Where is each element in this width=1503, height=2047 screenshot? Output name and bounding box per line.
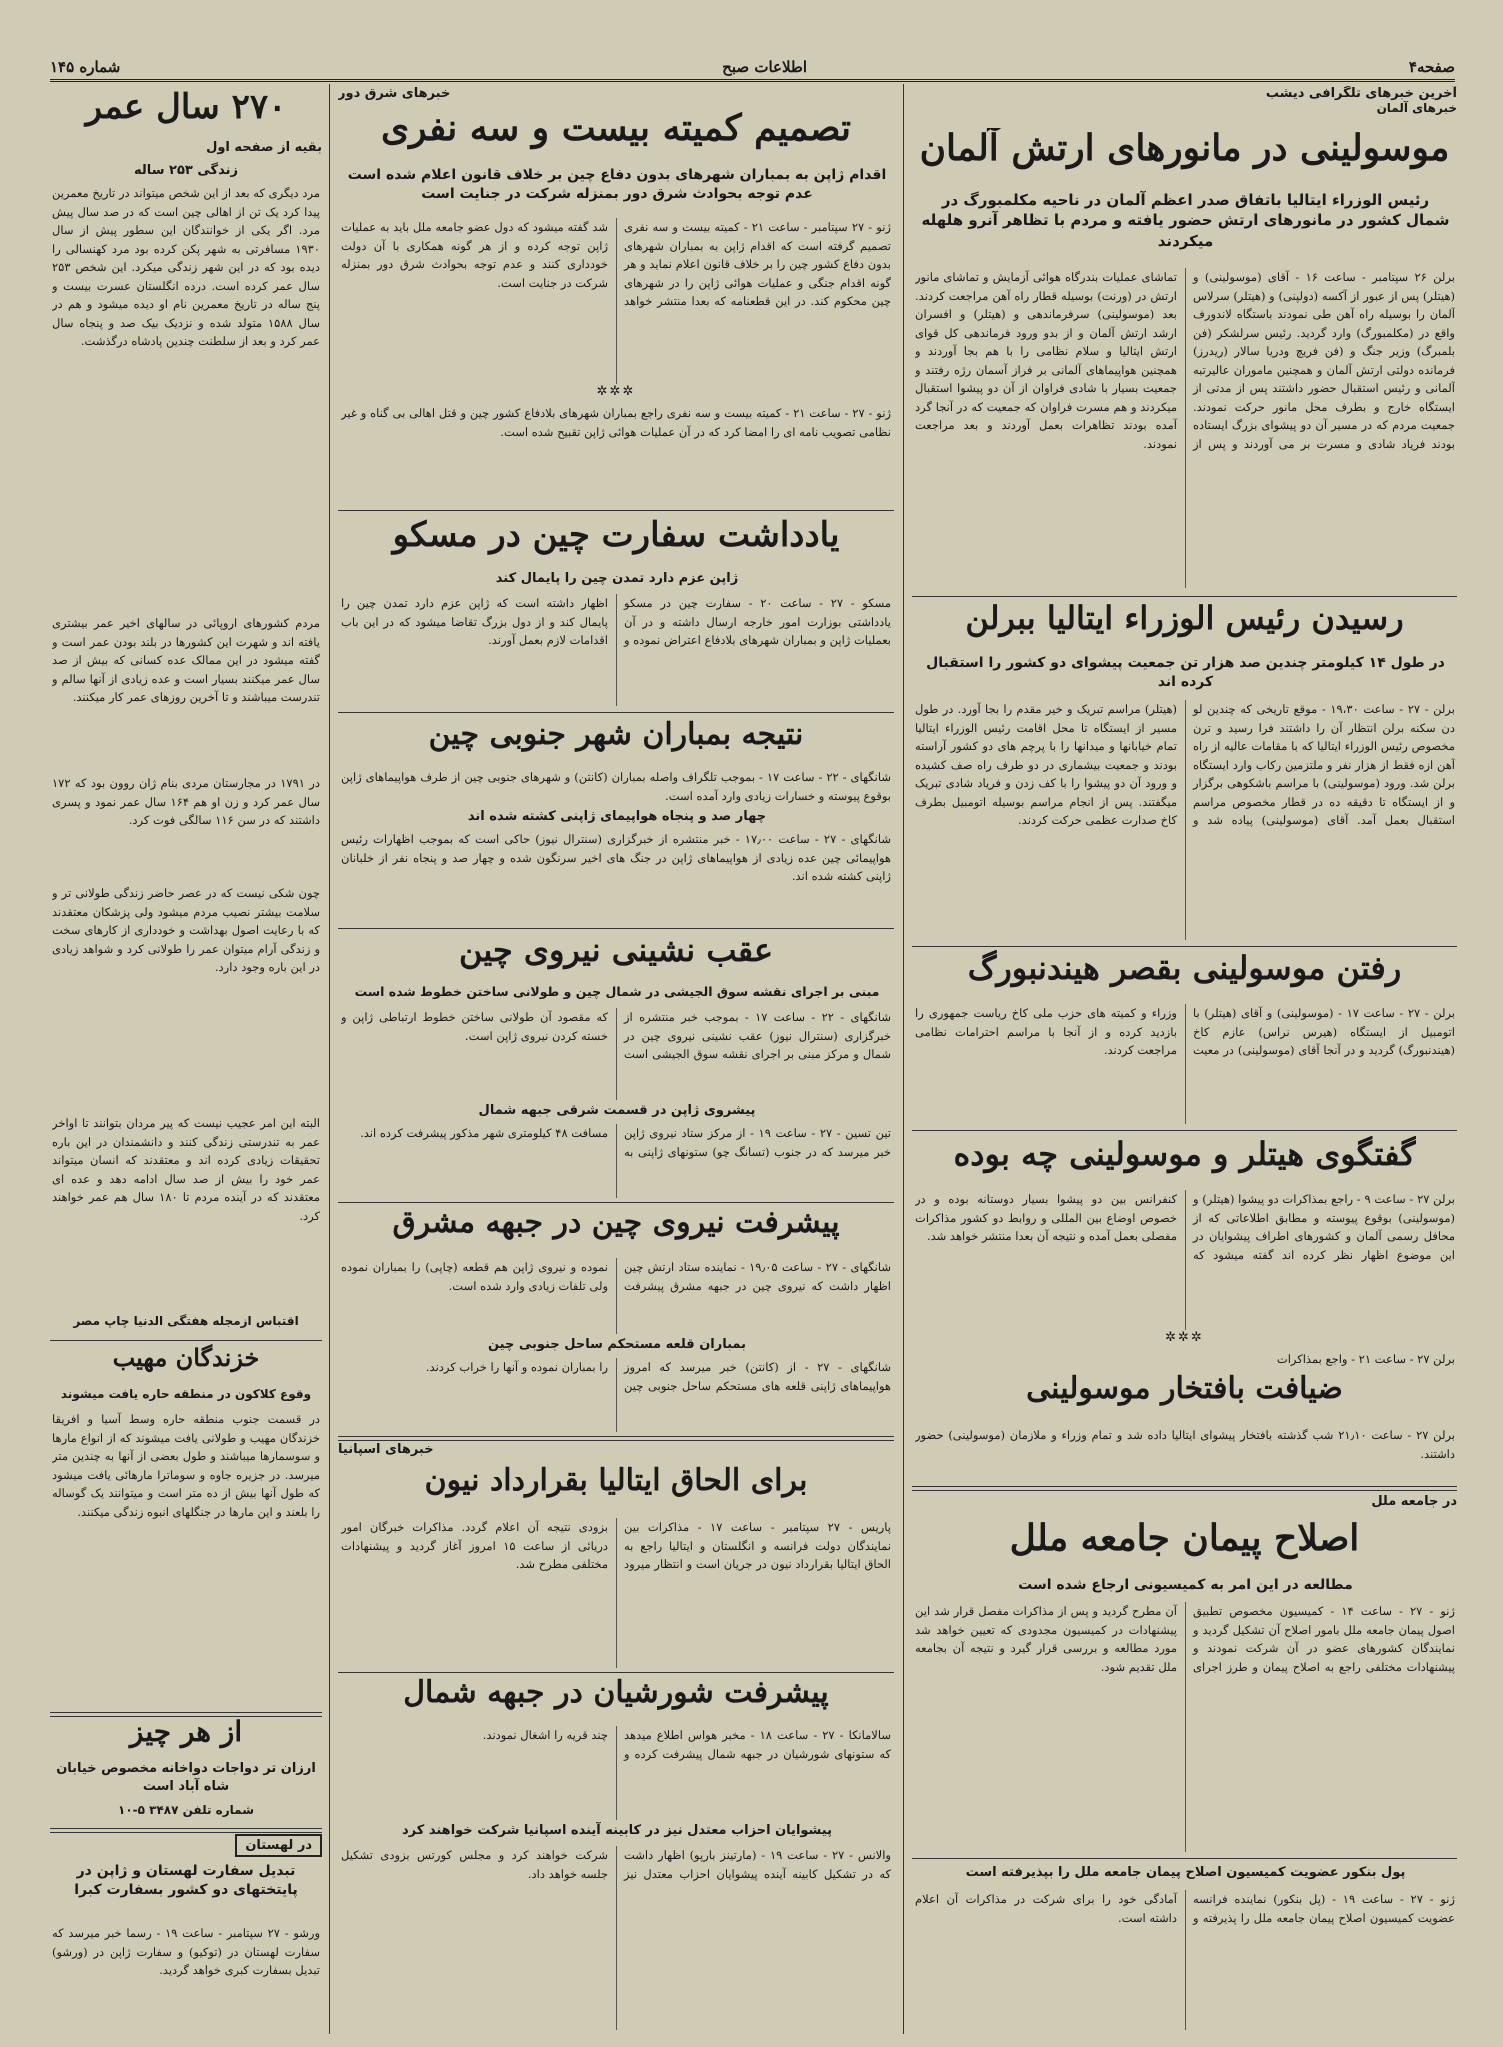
- article-body: شانگهای - ۲۷ - از (کانتن) خبر میرسد که امروز هواپیماهای ژاپنی قلعه های مستحکم ساحل جنوبی چین را بمباران نموده و آنها را خراب کردند.: [425, 1360, 891, 1393]
- article-body: ژنو - ۲۷ - ساعت ۲۱ - کمیته بیست و سه نفری راجع بمباران شهرهای بلادفاع کشور چین و قتل اهالی بی گناه و غیر نظامی تصویب نامه ای را امضا کرد که در آن عملیات هوائی ژاپن تقبیح شده است.: [341, 406, 891, 439]
- headline: تبدیل سفارت لهستان و ژاپن در پایتختهای دو کشور بسفارت کبرا: [74, 1863, 298, 1898]
- headline: پیشرفت نیروی چین در جبهه مشرق: [392, 1206, 840, 1240]
- divider: [912, 1130, 1457, 1131]
- section-title: آخرین خبرهای تلگرافی دیشب: [1265, 86, 1457, 101]
- headline: یادداشت سفارت چین در مسکو: [392, 516, 840, 555]
- article-body: تین تسین - ۲۷ - ساعت ۱۹ - از مرکز ستاد نیروی ژاپن خبر میرسد که در جنوب (تسانگ چو) ستونهای ژاپنی به مسافت ۴۸ کیلومتری شهر مذکور پیشرفت کرده اند.: [360, 1126, 891, 1159]
- subheadline: چهار صد و پنجاه هواپیمای ژاپنی کشته شده اند: [467, 809, 767, 824]
- subheadline: مبنی بر اجرای نقشه سوق الجیشی در شمال چین و طولانی ساختن خطوط شده است: [354, 984, 880, 999]
- article-body: مسکو - ۲۷ - ساعت ۲۰ - سفارت چین در مسکو یادداشتی بوزارت امور خارجه ارسال داشته و در آن بعملیات ژاپن و بمباران شهرهای بلادفاع اعتراض نموده و اظهار داشته است که ژاپن عزم دارد تمدن چین را پایمال کند و از دول بزرگ تقاضا میشود که در این باب اقدامات لازم بعمل آورند.: [341, 596, 891, 647]
- ad-body: ارزان تر دواجات دواخانه مخصوص خیابان شاه آباد است: [56, 1761, 316, 1794]
- subheadline: مطالعه در این امر به کمیسیونی ارجاع شده است: [1018, 1577, 1353, 1593]
- section-subtitle: خبرهای آلمان: [1376, 101, 1457, 115]
- article-body: سالامانکا - ۲۷ - ساعت ۱۸ - مخبر هواس اطلاع میدهد که ستونهای شورشیان در جبهه شمال پیشرفت کرده و چند قریه را اشغال نمودند.: [482, 1728, 891, 1761]
- headline: برای الحاق ایتالیا بقرارداد نیون: [424, 1464, 808, 1498]
- subheadline: پول بنکور عضویت کمیسیون اصلاح پیمان جامعه ملل را بپذیرفته است: [965, 1865, 1406, 1880]
- subheadline: زندگی ۲۵۳ ساله: [134, 163, 238, 178]
- headline: تصمیم کمیته بیست و سه نفری: [381, 108, 851, 149]
- article-body: مرد دیگری که بعد از این شخص میتواند در تاریخ معمرین پیدا کرد یک تن از اهالی چین است که در صد سال پیش مرد. اگر یکی از خوانندگان این سطور پیش از سال ۱۹۳۰ مسافرتی به شهر پکن کرده بود مرد کهنسالی را دیده بود که در این شهر زندگی میکرد. این شخص ۲۵۳ سال عمر کرده است. درده انگلستان عسرت بیست و پنج ساله در تاریخ معمرین نام او دیده میشود و هم در سال ۱۵۸۸ متولد شده و نزدیک بیک صد و پنجاه سال عمر کرد و بعد از سلطنت چندین پادشاه درگذشت.: [52, 186, 320, 348]
- article-body: ورشو - ۲۷ سپتامبر - ساعت ۱۹ - رسما خبر میرسد که سفارت لهستان در (توکیو) و سفارت ژاپن در (ورشو) تبدیل بسفارت کبری خواهد گردید.: [52, 1926, 320, 1977]
- article-body: شانگهای - ۲۲ - ساعت ۱۷ - بموجب خبر منتشره از خبرگزاری (سنترال نیوز) عقب نشینی نیروی چین در شمال و مرکز مبنی بر اجرای نقشه سوق الجیشی است که مقصود آن طولانی ساختن خطوط ارتباطی ژاپن و خسته کردن نیروی ژاپن است.: [341, 1010, 891, 1061]
- subheadline: وقوع کلاکون در منطقه حاره یافت میشوند: [60, 1387, 312, 1401]
- headline: اصلاح پیمان جامعه ملل: [1009, 1518, 1360, 1559]
- issue-number: شماره ۱۴۵: [50, 58, 121, 76]
- subheadline: بقیه از صفحه اول: [206, 140, 322, 155]
- masthead: [50, 55, 1455, 82]
- section-header: [50, 1834, 322, 1858]
- headline: پیشرفت شورشیان در جبهه شمال: [403, 1676, 829, 1710]
- divider: [338, 510, 894, 511]
- divider: [338, 928, 894, 929]
- divider: [338, 1672, 894, 1673]
- article-body: برلن - ۲۷ - ساعت ۱۹،۳۰ - موقع تاریخی که چندین لو دن سکنه برلن انتظار آن را داشتند فرا رسید و ترن مخصوص رئیس الوزراء ایتالیا که با مقامات عالیه از راه آهن ازه فقط از هزار نفر و ملتزمین رکاب وارد ایستگاه برلن شد. ورود (موسولینی) با مراسم باشکوهی برگزار و از ایستگاه تا دقیقه ده در قطار مخصوص مراسم استقبال بعمل آمد. آقای (موسولینی) پیاده شد و (هیتلر) مراسم تبریک و خیر مقدم را بجا آورد. در طول مسیر از ایستگاه تا محل اقامت رئیس الوزراء ایتالیا تمام خیابانها و میدانها را با پرچم های دو کشور آراسته بودند و جمعیت بیشماری در دو طرف راه صف کشیده و ورود آن دو پیشوا را با کف زدن و فریاد شادی تبریک میگفتند. پس از انجام مراسم بوسیله اتومبیل بطرف کاخ صدارت عظمی حرکت کردند.: [915, 702, 1455, 827]
- divider: [912, 1858, 1457, 1859]
- ad-phone: شماره تلفن ۳۴۸۷ ۵-۱۰: [118, 1803, 254, 1817]
- article-body: ژنو - ۲۷ سپتامبر - ساعت ۲۱ - کمیته بیست و سه نفری تصمیم گرفته است که اقدام ژاپن به بمباران شهرهای بدون دفاع کشور چین را بر خلاف قانون اعلام نماید و هر گونه اقدام جنگی و عملیات هوائی ژاپن را در شهرهای چین محکوم کند. در این قطعنامه که بعدا منتشر خواهد شد گفته میشود که دول عضو جامعه ملل باید به عملیات ژاپن توجه کرده و از هر گونه همکاری با آن دولت خودداری کنند و عدم توجه بحوادث شرق دور بمنزله شرکت در جنایت است.: [341, 220, 891, 308]
- ad-headline: از هر چیز: [129, 1716, 243, 1748]
- subheadline: رئیس الوزراء ایتالیا باتفاق صدر اعظم آلمان در ناحیه مکلمبورگ در شمال کشور در مانورهای ارتش حضور یافته و مردم با تظاهر آنرو هلهله میکردند: [921, 191, 1450, 250]
- section-title: خبرهای اسپانیا: [338, 1442, 434, 1457]
- article-source: اقتباس ازمجله هفتگی الدنیا چاپ مصر: [73, 1314, 299, 1328]
- right-section-header: [912, 86, 1457, 128]
- headline: رفتن موسولینی بقصر هیندنبورگ: [967, 950, 1402, 987]
- subheadline: در طول ۱۴ کیلومتر چندین صد هزار تن جمعیت پیشوای دو کشور را استقبال کرده اند: [926, 655, 1445, 690]
- article-body: البته این امر عجیب نیست که پیر مردان بتوانند تا اواخر عمر به تندرستی زندگی کنند و دانشمندان در این باره تحقیقات زیادی کرده اند و معتقدند که انسان میتواند عمر خود را بیش از صد سال ادامه دهد و عده ای معتقدند که در آینده مردم تا ۱۸۰ سال هم عمر خواهند کرد.: [52, 1116, 320, 1223]
- divider: [338, 1436, 894, 1441]
- paper-name: اطلاعات صبح: [722, 58, 808, 76]
- page-label: صفحه۴: [1408, 58, 1455, 76]
- headline: نتیجه بمباران شهر جنوبی چین: [428, 718, 804, 752]
- article-body: چون شکی نیست که در عصر حاضر زندگی طولانی تر و سلامت بیشتر نصیب مردم میشود ولی پزشکان معتقدند که با رعایت اصول بهداشت و خودداری از کارهای سخت و زندگی آرام میتوان عمر را طولانی کرد و شواهد زیادی در این باره وجود دارد.: [52, 886, 320, 974]
- article-body: در قسمت جنوب منطقه حاره وسط آسیا و افریقا خزندگان مهیب و طولانی یافت میشوند که از انواع مارها و سوسمارها میباشند و طول بعضی از آنها به چندین متر میرسد. در جزیره جاوه و سوماترا مارهائی یافت میشود که طول آنها بیش از ده متر است و میتوانند یک گوساله را بلعند و این مارها در جنگلهای انبوه زندگی میکنند.: [52, 1412, 320, 1519]
- divider: [338, 712, 894, 713]
- headline: خزندگان مهیب: [112, 1344, 260, 1372]
- subheadline: بمباران قلعه مستحکم ساحل جنوبی چین: [487, 1337, 747, 1352]
- article-body: پاریس - ۲۷ سپتامبر - ساعت ۱۷ - مذاکرات بین نمایندگان دولت فرانسه و انگلستان و ایتالیا راجع به الحاق ایتالیا بقرارداد نیون در جریان است و انتظار میرود بزودی نتیجه آن اعلام گردد. مذاکرات خبرگان امور دریائی از ساعت ۱۵ امروز آغاز گردید و پیشنهادات مختلفی مطرح شد.: [341, 1520, 891, 1571]
- article-body: والانس - ۲۷ - ساعت ۱۹ - (مارتینز بارپو) اظهار داشت که در تشکیل کابینه آینده پیشوایان احزاب معتدل نیز شرکت خواهند کرد و مجلس کورتس بزودی تشکیل جلسه خواهد داد.: [341, 1848, 891, 1881]
- divider: [50, 1828, 322, 1833]
- subheadline: ژاپن عزم دارد تمدن چین را پایمال کند: [495, 571, 739, 586]
- headline: موسولینی در مانورهای ارتش آلمان: [919, 128, 1450, 169]
- article-body: مردم کشورهای اروپائی در سالهای اخیر عمر بیشتری یافته اند و شهرت این کشورها در بلند بودن عمر است و گفته میشود در این ممالک عده کسانی که بیش از صد سال عمر میکنند بسیار است و عده زیادی از آنها سالم و تندرست میباشند و تا آخرین روزهای عمر کار میکنند.: [52, 616, 320, 704]
- headline: رسیدن رئیس الوزراء ایتالیا ببرلن: [965, 600, 1404, 637]
- column-rule-right: [903, 84, 904, 2034]
- headline: ۲۷۰ سال عمر: [85, 88, 287, 127]
- headline: گفتگوی هیتلر و موسولینی چه بوده: [953, 1136, 1416, 1173]
- article-body: برلن ۲۷ - ساعت ۹ - راجع بمذاکرات دو پیشوا (هیتلر) و (موسولینی) بوقوع پیوسته و مطابق اطلاعاتی که از محافل رسمی آلمان و کشورهای اطراف پیشوایان در این موضوع اظهار نظر کرده اند گفته میشود که کنفرانس بین دو پیشوا بسیار دوستانه بوده و در خصوص اوضاع بین المللی و روابط دو کشور مذاکرات مفصلی بعمل آمده و نتیجه آن بعدا منتشر خواهد شد.: [915, 1192, 1455, 1262]
- subheadline: پیشوایان احزاب معتدل نیز در کابینه آینده اسپانیا شرکت خواهند کرد: [402, 1823, 832, 1838]
- section-title: در جامعه ملل: [1371, 1494, 1457, 1509]
- article-body: شانگهای - ۲۷ - ساعت ۱۷٫۰۰ - خبر منتشره از خبرگزاری (سنترال نیوز) حاکی است که بموجب اظهارات رئیس هواپیمائی چین عده زیادی از هواپیماهای ژاپن در جنگ های اخیر سرنگون شده و چهار صد و پنجاه نفر از خلبانان ژاپنی کشته شده اند.: [341, 832, 891, 883]
- section-title: در لهستان: [235, 1834, 322, 1857]
- subheadline: پیشروی ژاپن در قسمت شرقی جبهه شمال: [478, 1103, 756, 1118]
- column-rule-left: [329, 84, 330, 2034]
- divider: [912, 596, 1457, 597]
- article-body: در ۱۷۹۱ در مجارستان مردی بنام ژان روون بود که ۱۷۲ سال عمر کرد و زن او هم ۱۶۴ سال عمر نمود و پسری داشتند که در سن ۱۱۶ سالگی فوت کرد.: [52, 776, 320, 827]
- divider: [50, 1340, 322, 1341]
- article-body: ژنو - ۲۷ - ساعت ۱۹ - (پل بنکور) نماینده فرانسه عضویت کمیسیون اصلاح پیمان جامعه ملل را پذیرفته و آمادگی خود را برای شرکت در مذاکرات آن اعلام داشته است.: [915, 1892, 1455, 1925]
- headline: ضیافت بافتخار موسولینی: [1026, 1372, 1343, 1406]
- article-body: برلن ۲۷ - ساعت ۲۱ - واجع بمذاکرات: [1276, 1352, 1455, 1366]
- subheadline: اقدام ژاپن به بمباران شهرهای بدون دفاع چین بر خلاف قانون اعلام شده است عدم توجه بحوادث شرق دور بمنزله شرکت در جنایت است: [347, 167, 887, 202]
- article-body: شانگهای - ۲۲ - ساعت ۱۷ - بموجب تلگراف واصله بمباران (کانتن) و شهرهای جنوبی چین از طرف هواپیماهای ژاپن بوقوع پیوسته و خسارات زیادی وارد آمده است.: [341, 770, 891, 803]
- section-title: خبرهای شرق دور: [338, 86, 451, 101]
- article-body: شانگهای - ۲۷ - ساعت ۱۹٫۰۵ - نماینده ستاد ارتش چین اظهار داشت که نیروی چین در جبهه مشرق پیشرفت نموده و نیروی ژاپن هم قطعه (چاپی) را بمباران نموده ولی تلفات زیادی وارد شده است.: [341, 1260, 891, 1293]
- divider: [912, 1486, 1457, 1491]
- article-body: برلن ۲۶ سپتامبر - ساعت ۱۶ - آقای (موسولینی) و (هیتلر) پس از عبور از آکسه (دولپنی) و (هیتلر) سرلاس آلمان را بوسیله راه آهن طی نمودند باستگاه لاندورف واقع در (مکلمبورگ) وارد گردید. رئیس سرلشکر (فن بلمبرگ) وزیر جنگ و (فن فریچ ودریا سالار (ریدرز) فرمانده دولتی ارتش آلمان و همچنین ماموران عالیرتبه آلمانی و رئیس استقبال حضور داشتند پس از مدتی از ایستگاه خارج و بطرف محل مانور حرکت نمودند. جمعیت مردم که در مسیر آن دو پیشوای بزرگ ایستاده بودند فریاد شادی و مسرت بر می آوردند و پس از تماشای عملیات بندرگاه هوائی آزمایش و تماشای مانور ارتش در (ورنت) بوسیله قطار راه آهن مراجعت کردند. بعد (موسولینی) سرفرماندهی و (هیتلر) و افسران ارشد ارتش آلمان و از بدو ورود فرماندهی کل قوای ارتش ایتالیا و سلام نظامی را با هم بجا آوردند و همچنین هواپیماهای آلمانی بر فراز آسمان رژه رفتند و جمعیت بسیار با شادی فراوان از آن دو پیشوا استقبال میکردند و هم مسرت فراوان که جمعیت که در آنجا گرد آمده بودند تظاهرات بعمل آوردند و بعد مراجعت نمودند.: [915, 270, 1455, 451]
- article-body: ژنو - ۲۷ - ساعت ۱۴ - کمیسیون مخصوص تطبیق اصول پیمان جامعه ملل بامور اصلاح آن تشکیل گردید و نمایندگان کشورهای عضو در آن شرکت نمودند و پیشنهادات مختلفی راجع به اصلاح پیمان و طرز اجرای آن مطرح گردید و پس از مذاکرات مفصل قرار شد این پیشنهادات در کمیسیون مجدودی که تعیین خواهد شد مورد مطالعه و بررسی قرار گیرد و نتیجه آن بجامعه ملل تقدیم شود.: [915, 1604, 1455, 1674]
- headline: عقب نشینی نیروی چین: [458, 932, 774, 969]
- divider: [912, 946, 1457, 947]
- stars-separator: ✲✲✲: [596, 384, 636, 399]
- article-body: برلن - ۲۷ - ساعت ۱۷ - (موسولینی) و آقای (هیتلر) با اتومبیل از ایستگاه (هیرس نراس) عازم کاخ (هیندنبورگ) گردید و در آنجا آقای (موسولینی) در معیت وزراء و کمیته های حزب ملی کاخ ریاست جمهوری را بازدید کرده و از آنجا با مراسم احترامات نظامی مراجعت کردند.: [915, 1006, 1455, 1057]
- article-body: برلن ۲۷ - ساعت ۲۱٫۱۰ شب گذشته بافتخار پیشوای ایتالیا داده شد و تمام وزراء و ملازمان (موسولینی) حضور داشتند.: [915, 1428, 1455, 1461]
- stars-separator: ✲✲✲: [1165, 1330, 1204, 1345]
- divider: [338, 1202, 894, 1203]
